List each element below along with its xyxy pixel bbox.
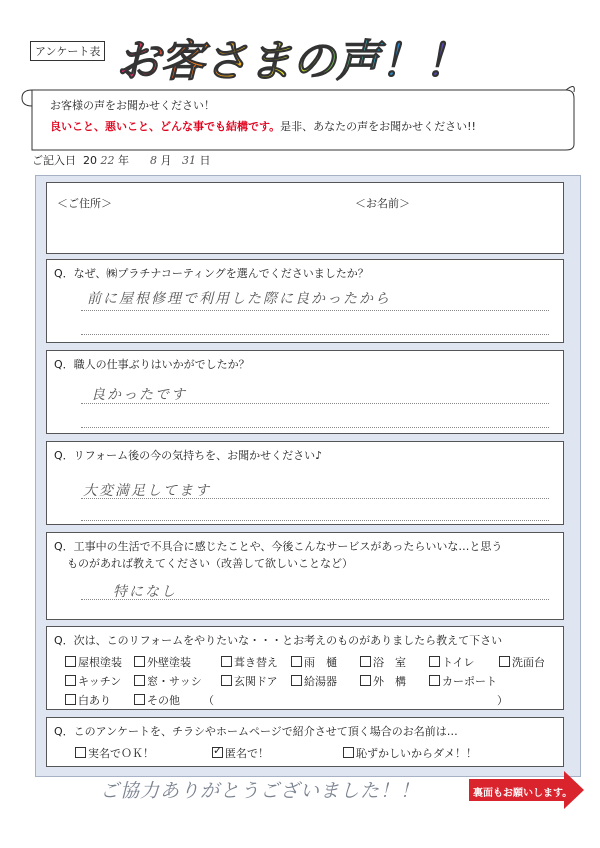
answer-3: 大変満足してます (83, 483, 211, 499)
option-label: 匿名で！ (225, 747, 269, 760)
checkbox-label: 外 構 (373, 675, 406, 688)
intro-line-1: お客様の声をお聞かせください！ (50, 99, 215, 112)
checkbox-square (343, 747, 354, 758)
title-banner (108, 30, 508, 90)
checkbox-label: トイレ (442, 656, 475, 669)
question-4-line-1: Q．工事中の生活で不具合に感じたことや、今後こんなサービスがあったらいいな…と思う (54, 540, 503, 553)
date-label: ご記入日 (32, 154, 76, 167)
answer-2: 良かったです (91, 387, 187, 403)
checkbox-square (221, 656, 232, 667)
checkbox-square (291, 656, 302, 667)
title-text: お客さまの声！！ (116, 36, 468, 87)
checkbox-gutter[interactable] (291, 654, 337, 670)
checkbox-square (429, 675, 440, 686)
checkbox-label: 浴 室 (373, 656, 406, 669)
checkbox-wall-paint[interactable] (134, 654, 191, 670)
question-1: Q．なぜ、㈱プラチナコーティングを選んでくださいましたか？ (54, 267, 369, 280)
date-day: 31 (181, 154, 196, 167)
reform-question: Q．次は、このリフォームをやりたいな・・・とお考えのものがありましたら教えて下さい (54, 634, 503, 647)
option-decline[interactable] (343, 745, 477, 761)
intro-request: 是非、あなたの声をお聞かせください!! (280, 120, 476, 133)
date-month-unit: 月 (160, 154, 172, 167)
thanks-message: ご協力ありがとうございました！！ (100, 780, 421, 802)
checkbox-square (134, 656, 145, 667)
question-box-4 (46, 532, 564, 620)
checkbox-label: 葺き替え (234, 656, 278, 669)
checkbox-square (429, 656, 440, 667)
checkbox-label: キッチン (78, 675, 122, 688)
checkbox-label: その他 (147, 694, 180, 707)
checkbox-label: カーポート (442, 675, 497, 688)
checkbox-other[interactable] (134, 692, 180, 708)
checkbox-square (75, 747, 86, 758)
checkbox-square-checked (212, 744, 223, 758)
name-label: ＜お名前＞ (355, 197, 410, 210)
question-box-2 (46, 350, 564, 434)
option-anonymous[interactable] (212, 745, 269, 761)
answer-line (81, 334, 549, 335)
question-box-3 (46, 441, 564, 525)
checkbox-square (291, 675, 302, 686)
answer-line (81, 427, 549, 428)
checkbox-square (499, 656, 510, 667)
checkbox-square (360, 675, 371, 686)
date-year: 22 (100, 154, 115, 167)
consent-question: Q．このアンケートを、チラシやホームページで紹介させて頂く場合のお名前は… (54, 725, 458, 738)
intro-line-2 (50, 118, 476, 134)
option-label: 恥ずかしいからダメ！！ (356, 747, 477, 760)
checkbox-square (134, 675, 145, 686)
answer-line (81, 403, 549, 404)
date-year-prefix: 20 (83, 154, 97, 167)
checkbox-label: 外壁塗装 (147, 656, 191, 669)
reform-box (46, 626, 564, 710)
checkbox-label: 屋根塗装 (78, 656, 122, 669)
checkbox-reroof[interactable] (221, 654, 278, 670)
question-box-1 (46, 259, 564, 343)
answer-line (81, 520, 549, 521)
checkbox-carport[interactable] (429, 673, 497, 689)
checkbox-label: 玄関ドア (234, 675, 278, 688)
checkbox-square (65, 656, 76, 667)
checkbox-square (134, 694, 145, 705)
checkbox-label: 白あり (78, 694, 111, 707)
other-paren-close: ） (497, 694, 508, 707)
back-side-note: 裏面もお願いします。 (473, 788, 573, 799)
option-real-name[interactable] (75, 745, 154, 761)
checkbox-label: 雨 樋 (304, 656, 337, 669)
checkbox-label: 窓・サッシ (147, 675, 202, 688)
question-3: Q．リフォーム後の今の気持ちを、お聞かせください♪ (54, 449, 323, 462)
option-label: 実名でＯＫ！ (88, 747, 154, 760)
checkbox-entrance-door[interactable] (221, 673, 278, 689)
question-4-line-2: ものがあれば教えてください（改善して欲しいことなど） (67, 557, 353, 570)
checkbox-square (221, 675, 232, 686)
checkbox-bathroom[interactable] (360, 654, 406, 670)
checkbox-square (65, 675, 76, 686)
checkbox-square (360, 656, 371, 667)
checkbox-exterior[interactable] (360, 673, 406, 689)
check-mark-icon: ✓ (213, 744, 223, 757)
checkbox-roof-paint[interactable] (65, 654, 122, 670)
checkbox-label: 洗面台 (512, 656, 545, 669)
intro-scroll (18, 82, 578, 152)
consent-box (46, 717, 564, 767)
date-day-unit: 日 (199, 154, 211, 167)
checkbox-washbasin[interactable] (499, 654, 545, 670)
intro-emphasis: 良いこと、悪いこと、どんな事でも結構です。 (50, 120, 281, 133)
checkbox-water-heater[interactable] (291, 673, 337, 689)
checkbox-square (65, 694, 76, 705)
entry-date (32, 152, 210, 168)
date-year-unit: 年 (118, 154, 129, 167)
answer-line (81, 498, 549, 499)
checkbox-termite[interactable] (65, 692, 111, 708)
checkbox-label: 給湯器 (304, 675, 337, 688)
other-paren-open: （ (203, 694, 214, 707)
answer-1: 前に屋根修理で利用した際に良かったから (87, 291, 391, 307)
address-label: ＜ご住所＞ (57, 197, 112, 210)
answer-line (81, 310, 549, 311)
checkbox-window[interactable] (134, 673, 202, 689)
date-month: 8 (149, 154, 157, 167)
checkbox-kitchen[interactable] (65, 673, 121, 689)
answer-line (81, 599, 549, 600)
answer-4: 特になし (113, 584, 177, 600)
survey-tag: アンケート表 (30, 41, 105, 61)
question-2: Q．職人の仕事ぶりはいかがでしたか？ (54, 358, 250, 371)
checkbox-toilet[interactable] (429, 654, 474, 670)
address-name-box (46, 182, 564, 254)
